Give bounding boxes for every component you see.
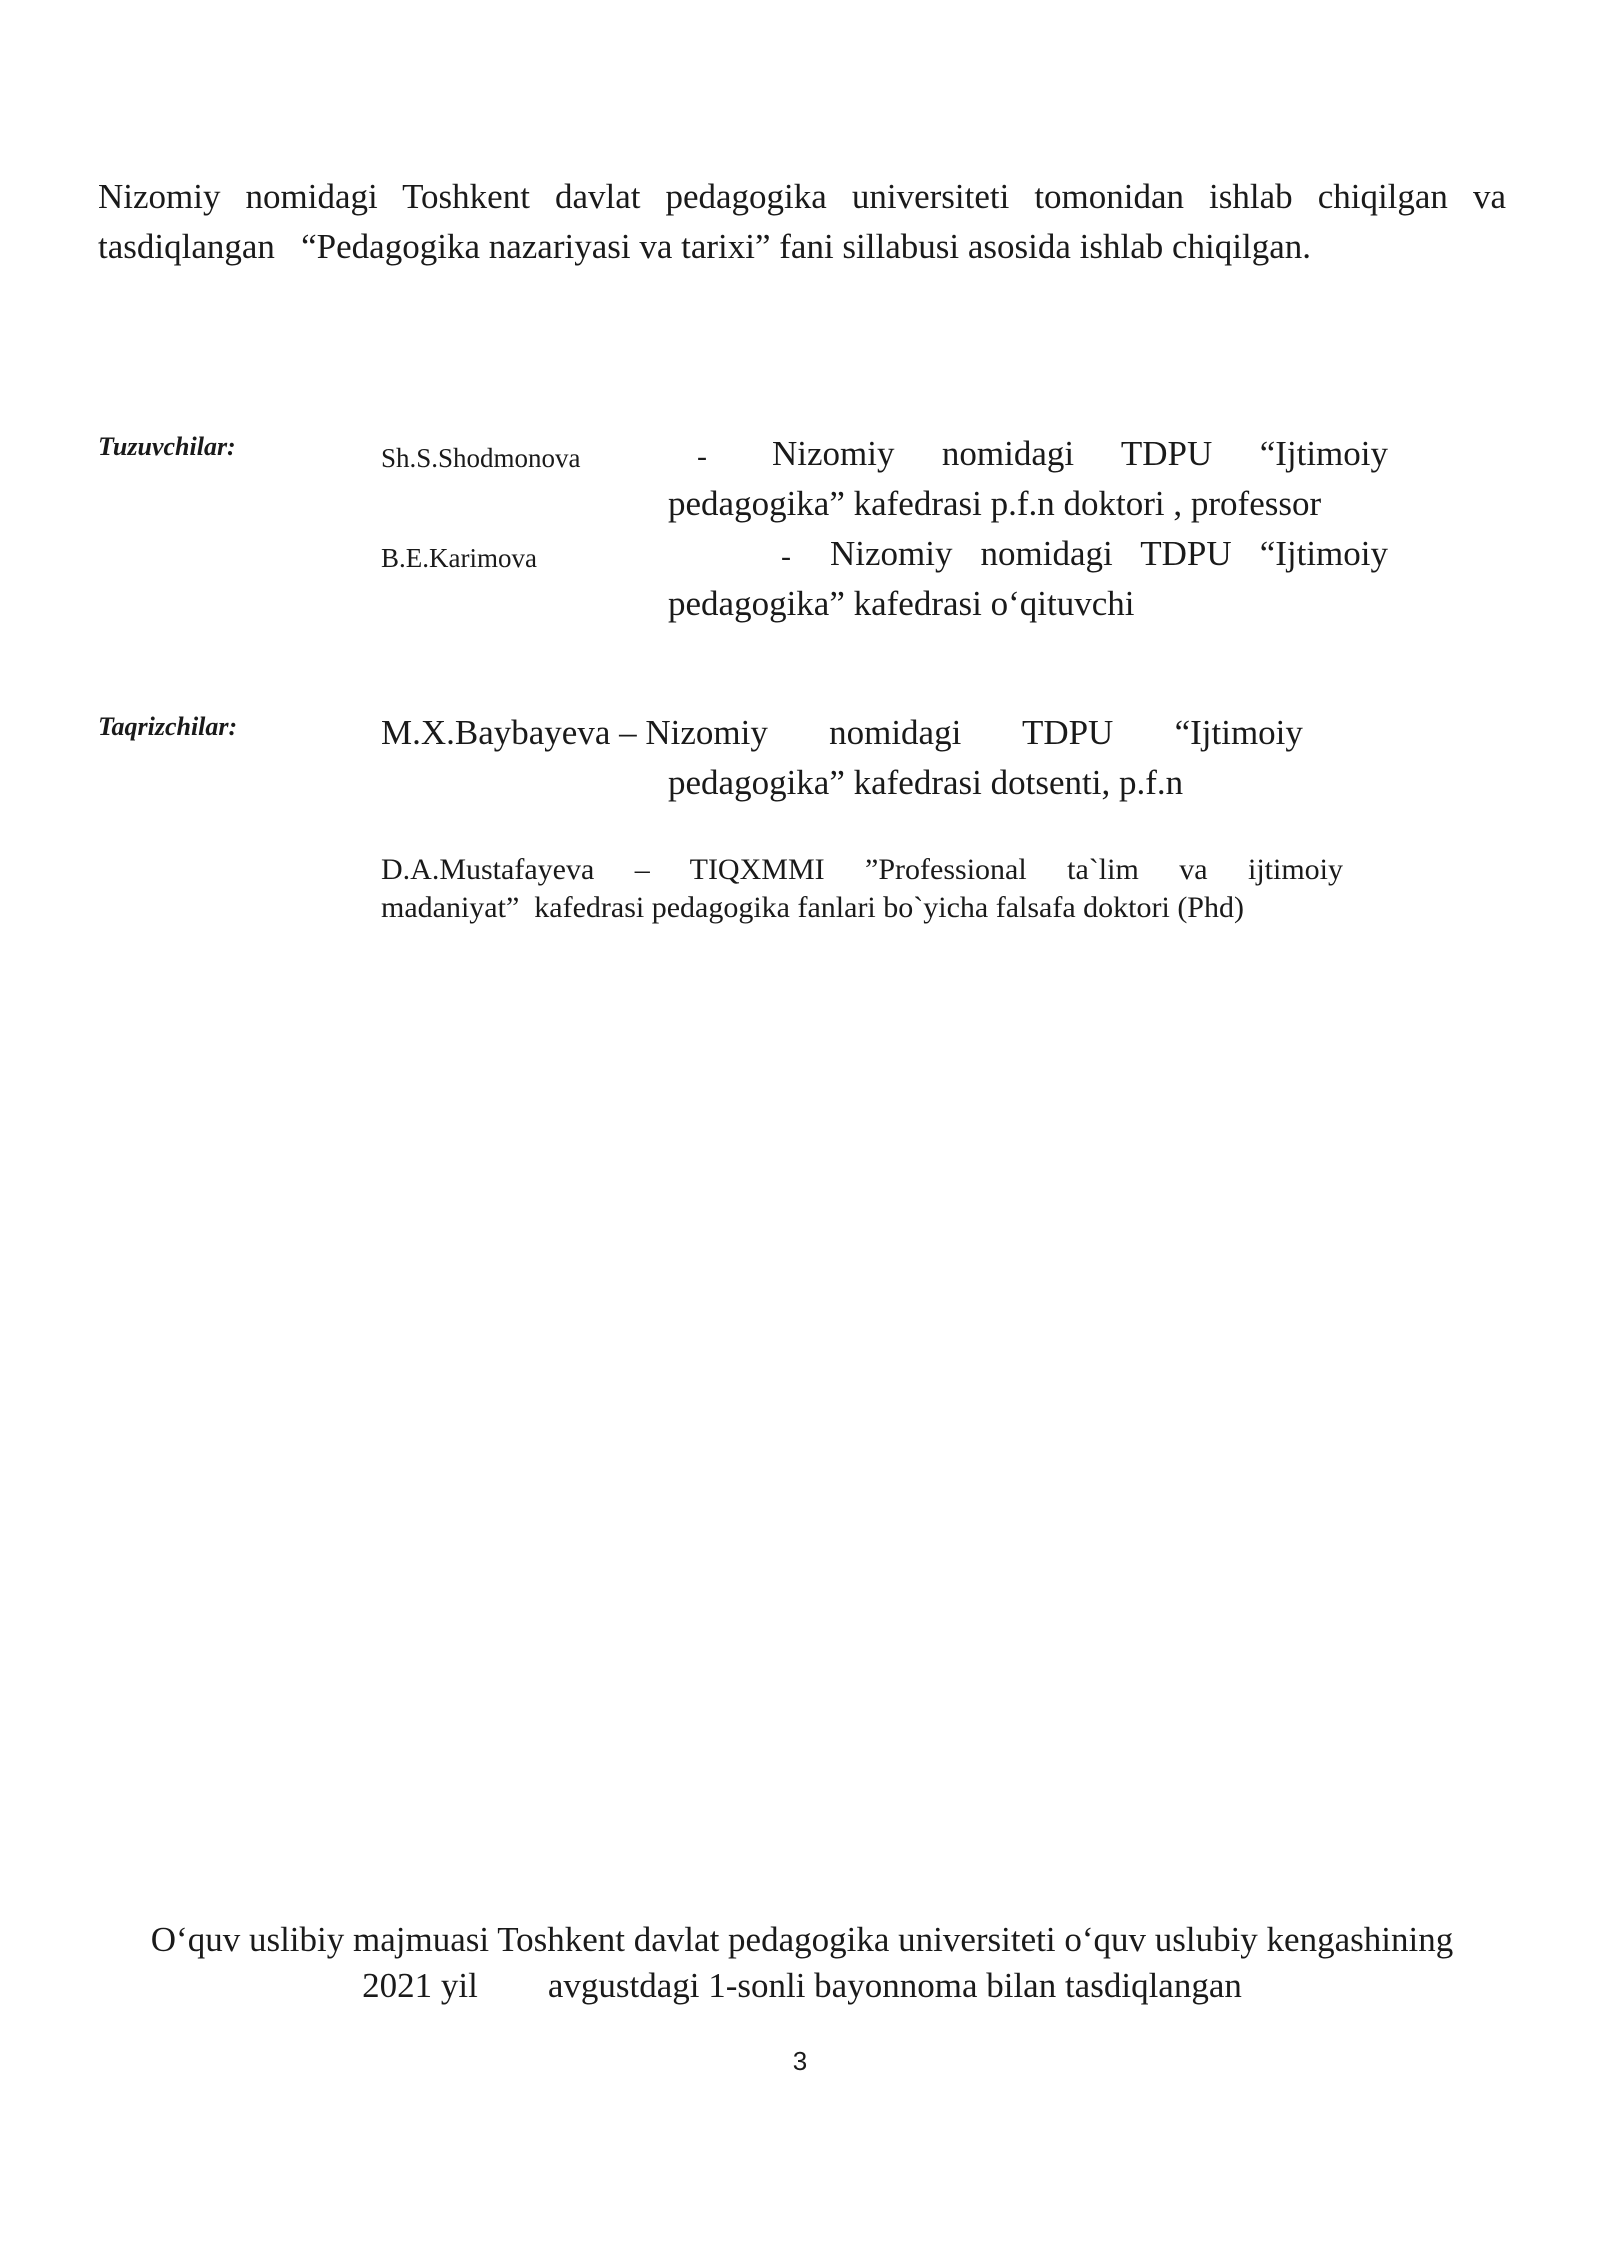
intro-line-2: tasdiqlangan “Pedagogika nazariyasi va tarixi” fani sillabusi asosida ishlab chiqilgan. [98,227,1311,266]
reviewer-name-line: M.X.Baybayeva – Nizomiy nomidagi TDPU “Ijtimoiy [381,713,1303,752]
author-desc-line-2: pedagogika” kafedrasi o‘qituvchi [668,584,1135,623]
intro-paragraph [98,172,1506,272]
reviewer-2-line-2: madaniyat” kafedrasi pedagogika fanlari bo`yicha falsafa doktori (Phd) [381,891,1244,924]
author-dash: - [781,540,791,573]
author-desc-line-1: Nizomiy nomidagi TDPU “Ijtimoiy [772,434,1388,473]
reviewer-2-line-1: D.A.Mustafayeva – TIQXMMI ”Professional ta`lim va ijtimoiy [381,853,1343,886]
authors-label: Tuzuvchilar: [98,432,236,461]
approval-line-1: O‘quv uslibiy majmuasi Toshkent davlat pedagogika universiteti o‘quv uslubiy kengashining [150,1920,1454,1959]
reviewer-entry-2 [381,851,1343,927]
intro-line-1: Nizomiy nomidagi Toshkent davlat pedagogika universiteti tomonidan ishlab chiqilgan va [98,177,1506,216]
author-desc-line-1: Nizomiy nomidagi TDPU “Ijtimoiy [830,534,1388,573]
reviewer-desc-line-2: pedagogika” kafedrasi dotsenti, p.f.n [668,763,1184,802]
reviewers-label: Taqrizchilar: [98,712,238,741]
author-dash: - [697,440,707,473]
approval-statement [98,1917,1506,2009]
author-name: Sh.S.Shodmonova [381,443,581,473]
author-name: B.E.Karimova [381,543,537,573]
page-number: 3 [792,2046,808,2076]
approval-line-2: 2021 yil avgustdagi 1-sonli bayonnoma bilan tasdiqlangan [362,1966,1242,2005]
author-desc-line-2: pedagogika” kafedrasi p.f.n doktori , professor [668,484,1322,523]
